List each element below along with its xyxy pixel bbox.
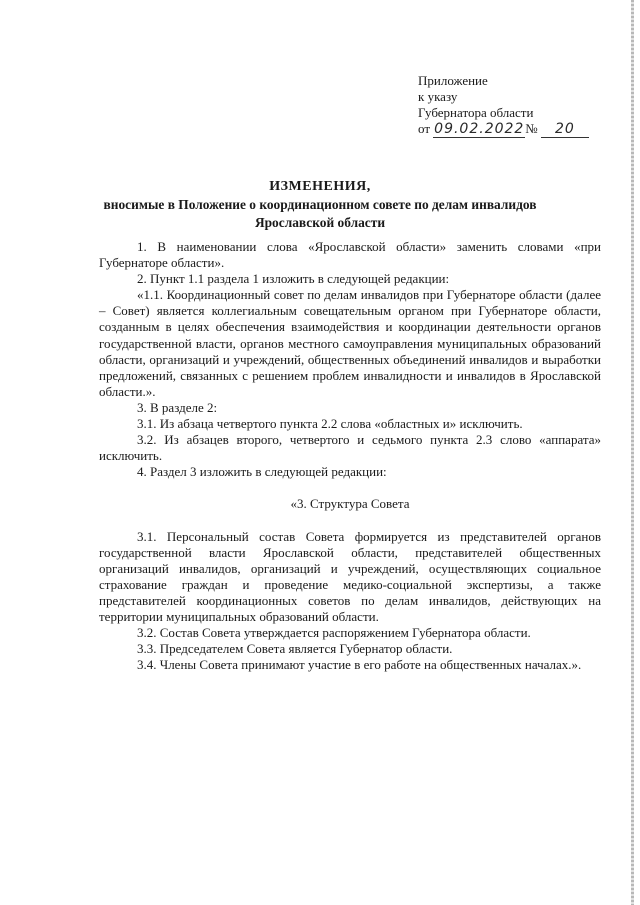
document-title xyxy=(90,178,550,232)
annex-line-date-number xyxy=(418,121,618,138)
annex-number-sign: № xyxy=(525,121,538,136)
paragraph-3-quote: «1.1. Координационный совет по делам инвалидов при Губернаторе области (далее – Совет) является коллегиальным совещательным органом при Губернаторе области, созданным в целях обеспечения взаимодействия и координации деятельности органов государственной власти, органов местного самоуправления муниципальных образований области, организаций и учреждений, общественных объединений инвалидов и выработки предложений, связанных с решением проблем инвалидности и инвалидов в Ярославской области.». xyxy=(99,287,601,399)
spacer xyxy=(99,513,601,529)
paragraph-5: 3.1. Из абзаца четвертого пункта 2.2 слова «областных и» исключить. xyxy=(137,416,523,432)
annex-from-label: от xyxy=(418,121,431,136)
scan-edge-artifact xyxy=(631,0,634,905)
paragraph-10: 3.3. Председателем Совета является Губернатор области. xyxy=(137,641,453,657)
document-body xyxy=(99,239,601,673)
section-heading: «3. Структура Совета xyxy=(290,496,410,512)
spacer xyxy=(99,480,601,496)
annex-line-governor: Губернатора области xyxy=(418,105,534,120)
paragraph-9: 3.2. Состав Совета утверждается распоряжением Губернатора области. xyxy=(137,625,531,641)
paragraph-7: 4. Раздел 3 изложить в следующей редакции: xyxy=(137,464,387,480)
handwritten-number: 20 xyxy=(541,122,589,138)
title-line-subject: вносимые в Положение о координационном совете по делам инвалидов xyxy=(103,197,537,212)
annex-line-appendix: Приложение xyxy=(418,73,488,88)
paragraph-2: 2. Пункт 1.1 раздела 1 изложить в следующей редакции: xyxy=(137,271,450,287)
annex-line-to-decree: к указу xyxy=(418,89,458,104)
title-line-changes: ИЗМЕНЕНИЯ, xyxy=(269,179,371,194)
paragraph-11: 3.4. Члены Совета принимают участие в его работе на общественных началах.». xyxy=(137,657,582,673)
annex-block xyxy=(418,73,618,138)
paragraph-6: 3.2. Из абзацев второго, четвертого и седьмого пункта 2.3 слово «аппарата» исключить. xyxy=(99,432,601,464)
paragraph-1: 1. В наименовании слова «Ярославской области» заменить словами «при Губернаторе области». xyxy=(99,239,601,271)
paragraph-8: 3.1. Персональный состав Совета формируется из представителей органов государственной власти Ярославской области, представителей общественных организаций инвалидов, организаций и учреждений, осуществляющих социальное страхование граждан и проведение медико-социальной экспертизы, а также представителей координационных советов по делам инвалидов, действующих на территории муниципальных образований области. xyxy=(99,528,601,624)
paragraph-4: 3. В разделе 2: xyxy=(137,399,218,415)
title-line-region: Ярославской области xyxy=(254,215,386,230)
handwritten-date: 09.02.2022 xyxy=(434,121,525,137)
